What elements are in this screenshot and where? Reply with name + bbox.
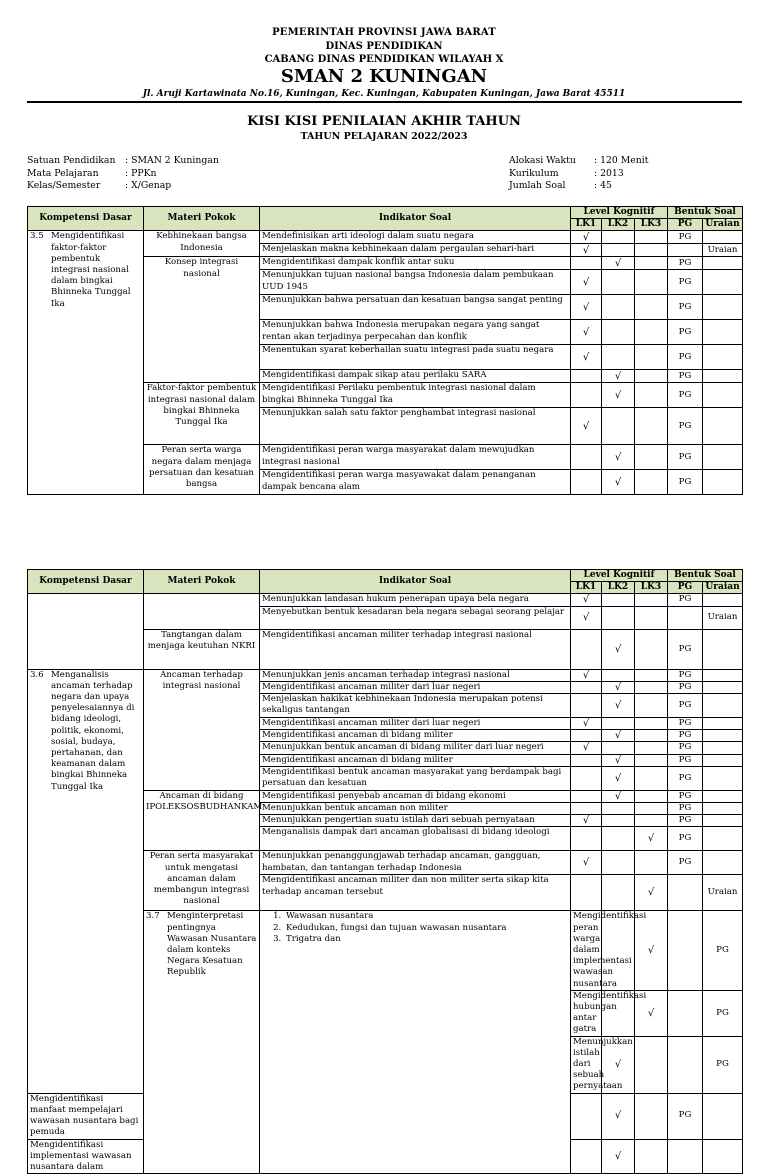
header-lk3: LK3	[635, 219, 668, 231]
check-lk1: √	[571, 231, 602, 244]
info-value: : PPKn	[125, 167, 157, 179]
materi-pokok: Konsep integrasi nasional	[144, 257, 260, 383]
header-divider	[27, 101, 742, 103]
materi-pokok: Tangtangan dalam menjaga keutuhan NKRI	[144, 629, 260, 669]
info-left	[27, 155, 219, 193]
header-line-2: DINAS PENDIDIKAN	[325, 41, 443, 52]
indikator: Mengidentifikasi ancaman di bidang militer	[260, 730, 571, 742]
kd-cell-continued	[28, 594, 144, 669]
check-lk1: √	[571, 851, 602, 875]
check-lk1: √	[602, 1036, 635, 1093]
materi-pokok: Kebhinekaan bangsa Indonesia	[144, 231, 260, 257]
indikator: Mengidentifikasi dampak sikap atau perilaku SARA	[260, 370, 571, 383]
header-kd: Kompetensi Dasar	[28, 207, 144, 231]
pg-mark: PG	[668, 320, 703, 345]
materi-pokok: Ancaman terhadap integrasi nasional	[144, 669, 260, 790]
check-lk1: √	[571, 669, 602, 681]
indikator: Mengidentifikasi peran warga masyawakat dalam penanganan dampak bencana alam	[260, 470, 571, 495]
check-lk2: √	[602, 383, 635, 408]
materi-pokok-item: 2. Kedudukan, fungsi dan tujuan wawasan nusantara	[284, 923, 568, 934]
check-lk2: √	[602, 370, 635, 383]
school-address: Jl. Aruji Kartawinata No.16, Kuningan, Kec. Kuningan, Kabupaten Kuningan, Jawa Barat 45511	[142, 89, 626, 99]
header-lk2: LK2	[602, 219, 635, 231]
pg-mark: PG	[668, 345, 703, 370]
check-lk1: √	[571, 408, 602, 445]
header-pg: PG	[668, 582, 703, 594]
check-lk1: √	[571, 718, 602, 730]
header-bentuk: Bentuk Soal	[668, 207, 743, 219]
pg-mark: PG	[668, 370, 703, 383]
check-lk2: √	[602, 730, 635, 742]
check-lk1: √	[571, 594, 602, 606]
pg-mark: PG	[668, 730, 703, 742]
header-kd: Kompetensi Dasar	[28, 570, 144, 594]
pg-mark: PG	[668, 1093, 703, 1139]
pg-mark: PG	[668, 815, 703, 827]
indikator: Menunjukkan bahwa Indonesia merupakan negara yang sangat rentan akan terjadinya perpecahan dan konflik	[260, 320, 571, 345]
kisi-table-1	[27, 206, 743, 495]
pg-mark: PG	[668, 257, 703, 270]
materi-pokok-list	[260, 911, 571, 1174]
indikator: Menunjukkan pengertian suatu istilah dari sebuah pernyataan	[260, 815, 571, 827]
indikator: Mendefinisikan arti ideologi dalam suatu negara	[260, 231, 571, 244]
materi-pokok: Peran serta warga negara dalam menjaga persatuan dan kesatuan bangsa	[144, 445, 260, 495]
pg-mark: PG	[668, 851, 703, 875]
pg-mark: PG	[668, 408, 703, 445]
check-lk2: √	[635, 990, 668, 1036]
check-lk1: √	[571, 295, 602, 320]
indikator: Mengidentifikasi peran warga dalam implementasi wawasan nusantara	[571, 911, 602, 990]
pg-mark: PG	[668, 742, 703, 754]
indikator: Menunjukkan penanggungjawab terhadap ancaman, gangguan, hambatan, dan tantangan terhadap Indonesia	[260, 851, 571, 875]
pg-mark: PG	[668, 694, 703, 718]
indikator: Menentukan syarat keberhailan suatu integrasi pada suatu negara	[260, 345, 571, 370]
pg-mark: PG	[703, 1036, 743, 1093]
indikator: Mengidentifikasi hubungan antar gatra	[571, 990, 602, 1036]
header-lk1: LK1	[571, 219, 602, 231]
uraian-mark: Uraian	[703, 875, 743, 911]
materi-pokok-item: 1. Wawasan nusantara	[284, 911, 568, 922]
pg-mark: PG	[668, 681, 703, 693]
header-uraian: Uraian	[703, 219, 743, 231]
check-lk2: √	[602, 754, 635, 766]
indikator: Menyebutkan bentuk kesadaran bela negara sebagai seorang pelajar	[260, 606, 571, 629]
pg-mark: PG	[668, 295, 703, 320]
kisi-table-2	[27, 569, 743, 1174]
header-indikator: Indikator Soal	[260, 207, 571, 231]
header-mp: Materi Pokok	[144, 570, 260, 594]
document-title: KISI KISI PENILAIAN AKHIR TAHUN	[247, 114, 521, 129]
indikator: Menunjukkan bahwa persatuan dan kesatuan bangsa sangat penting	[260, 295, 571, 320]
indikator: Mengidentifikasi bentuk ancaman masyarakat yang berdampak bagi persatuan dan kesatuan	[260, 766, 571, 790]
pg-mark: PG	[668, 383, 703, 408]
header-pg: PG	[668, 219, 703, 231]
info-value: : 120 Menit	[594, 155, 649, 166]
info-label: Satuan Pendidikan	[27, 155, 116, 166]
info-value: : SMAN 2 Kuningan	[125, 155, 219, 166]
indikator: Menunjukkan bentuk ancaman di bidang militer dari luar negeri	[260, 742, 571, 754]
indikator: Menganalisis dampak dari ancaman globalisasi di bidang ideologi	[260, 827, 571, 851]
pg-mark: PG	[668, 231, 703, 244]
kd-cell: 3.6 Menganalisis ancaman terhadap negara dan upaya penyelesaiannya di bidang ideologi, politik, ekonomi, sosial, budaya, pertahanan, dan keamanan dalam bingkai Bhinneka Tunggal Ika	[28, 669, 144, 1093]
indikator: Mengidentifikasi ancaman militer dari luar negeri	[260, 718, 571, 730]
check-lk2: √	[602, 694, 635, 718]
check-lk1: √	[571, 270, 602, 295]
indikator: Mengidentifikasi implementasi wawasan nusantara dalam	[28, 1139, 144, 1174]
check-lk3: √	[635, 827, 668, 851]
indikator: Menunjukkan jenis ancaman terhadap integrasi nasional	[260, 669, 571, 681]
check-lk2: √	[602, 470, 635, 495]
info-right	[509, 155, 649, 193]
info-label: Alokasi Waktu	[509, 155, 576, 166]
check-lk2: √	[635, 911, 668, 990]
indikator: Menunjukkan bentuk ancaman non militer	[260, 803, 571, 815]
materi-pokok: Faktor-faktor pembentuk integrasi nasional dalam bingkai Bhinneka Tunggal Ika	[144, 383, 260, 445]
info-value: : 45	[594, 180, 612, 192]
header-indikator: Indikator Soal	[260, 570, 571, 594]
pg-mark: PG	[668, 629, 703, 669]
indikator: Menjelaskan hakikat kebhinekaan Indonesia merupakan potensi sekaligus tantangan	[260, 694, 571, 718]
pg-mark: PG	[703, 990, 743, 1036]
indikator: Mengidentifikasi ancaman militer dari luar negeri	[260, 681, 571, 693]
check-lk1: √	[571, 742, 602, 754]
indikator: Menunjukkan istilah dari sebuah pernyataan	[571, 1036, 602, 1093]
header-level: Level Kognitif	[571, 207, 668, 219]
materi-pokok-continued	[144, 594, 260, 629]
check-lk2: √	[602, 790, 635, 802]
check-lk2: √	[602, 1139, 635, 1174]
info-label: Mata Pelajaran	[27, 167, 99, 179]
indikator: Mengidentifikasi manfaat mempelajari wawasan nusantara bagi pemuda	[28, 1093, 144, 1139]
check-lk1: √	[571, 815, 602, 827]
check-lk1: √	[571, 345, 602, 370]
document-subtitle: TAHUN PELAJARAN 2022/2023	[300, 131, 468, 142]
indikator: Menunjukkan salah satu faktor penghambat integrasi nasional	[260, 408, 571, 445]
indikator: Menunjukkan landasan hukum penerapan upaya bela negara	[260, 594, 571, 606]
indikator: Mengidentifikasi ancaman militer terhadap integrasi nasional	[260, 629, 571, 669]
check-lk2: √	[602, 445, 635, 470]
check-lk2: √	[602, 681, 635, 693]
materi-pokok: Peran serta masyarakat untuk mengatasi ancaman dalam membangun integrasi nasional	[144, 851, 260, 911]
indikator: Mengidentifikasi penyebab ancaman di bidang ekonomi	[260, 790, 571, 802]
pg-mark: PG	[668, 669, 703, 681]
materi-pokok-item: 3. Trigatra dan	[284, 934, 568, 945]
info-value: : X/Genap	[125, 180, 172, 192]
indikator: Menjelaskan makna kebhinekaan dalam pergaulan sehari-hari	[260, 244, 571, 257]
pg-mark: PG	[703, 911, 743, 990]
indikator: Mengidentifikasi ancaman militer dan non militer serta sikap kita terhadap ancaman tersebut	[260, 875, 571, 911]
indikator: Menunjukkan tujuan nasional bangsa Indonesia dalam pembukaan UUD 1945	[260, 270, 571, 295]
indikator: Mengidentifikasi ancaman di bidang militer	[260, 754, 571, 766]
header-line-1: PEMERINTAH PROVINSI JAWA BARAT	[272, 27, 496, 38]
indikator: Mengidentifikasi Perilaku pembentuk integrasi nasional dalam bingkai Bhinneka Tunggal Ika	[260, 383, 571, 408]
pg-mark: PG	[668, 270, 703, 295]
pg-mark: PG	[668, 754, 703, 766]
kd-cell: 3.7 Menginterpretasi pentingnya Wawasan Nusantara dalam konteks Negara Kesatuan Republik	[144, 911, 260, 1174]
header-bentuk: Bentuk Soal	[668, 570, 743, 582]
info-value: : 2013	[594, 167, 624, 179]
pg-mark: PG	[668, 827, 703, 851]
check-lk1: √	[571, 244, 602, 257]
uraian-mark: Uraian	[703, 606, 743, 629]
header-level: Level Kognitif	[571, 570, 668, 582]
check-lk2: √	[602, 257, 635, 270]
materi-pokok: Ancaman di bidang IPOLEKSOSBUDHANKAM	[144, 790, 260, 851]
pg-mark: PG	[668, 445, 703, 470]
pg-mark: PG	[668, 718, 703, 730]
check-lk2: √	[602, 629, 635, 669]
header-mp: Materi Pokok	[144, 207, 260, 231]
pg-mark: PG	[668, 766, 703, 790]
info-label: Jumlah Soal	[509, 180, 566, 192]
indikator: Mengidentifikasi peran warga masyarakat dalam mewujudkan integrasi nasional	[260, 445, 571, 470]
check-lk2: √	[602, 766, 635, 790]
pg-mark: PG	[668, 594, 703, 606]
school-name: SMAN 2 KUNINGAN	[280, 66, 488, 87]
header-lk2: LK2	[602, 582, 635, 594]
header-uraian: Uraian	[703, 582, 743, 594]
kd-cell: 3.5 Mengidentifikasi faktor-faktor pembentuk integrasi nasional dalam bingkai Bhinneka Tunggal Ika	[28, 231, 144, 495]
pg-mark: PG	[668, 790, 703, 802]
check-lk1: √	[571, 320, 602, 345]
check-lk1: √	[571, 606, 602, 629]
info-label: Kurikulum	[509, 167, 559, 179]
pg-mark: PG	[668, 803, 703, 815]
pg-mark: PG	[668, 470, 703, 495]
info-label: Kelas/Semester	[27, 180, 101, 192]
uraian-mark: Uraian	[703, 244, 743, 257]
check-lk2: √	[602, 1093, 635, 1139]
check-lk3: √	[635, 875, 668, 911]
header-lk1: LK1	[571, 582, 602, 594]
header-line-3: CABANG DINAS PENDIDIKAN WILAYAH X	[264, 54, 504, 65]
header-lk3: LK3	[635, 582, 668, 594]
indikator: Mengidentifikasi dampak konflik antar suku	[260, 257, 571, 270]
